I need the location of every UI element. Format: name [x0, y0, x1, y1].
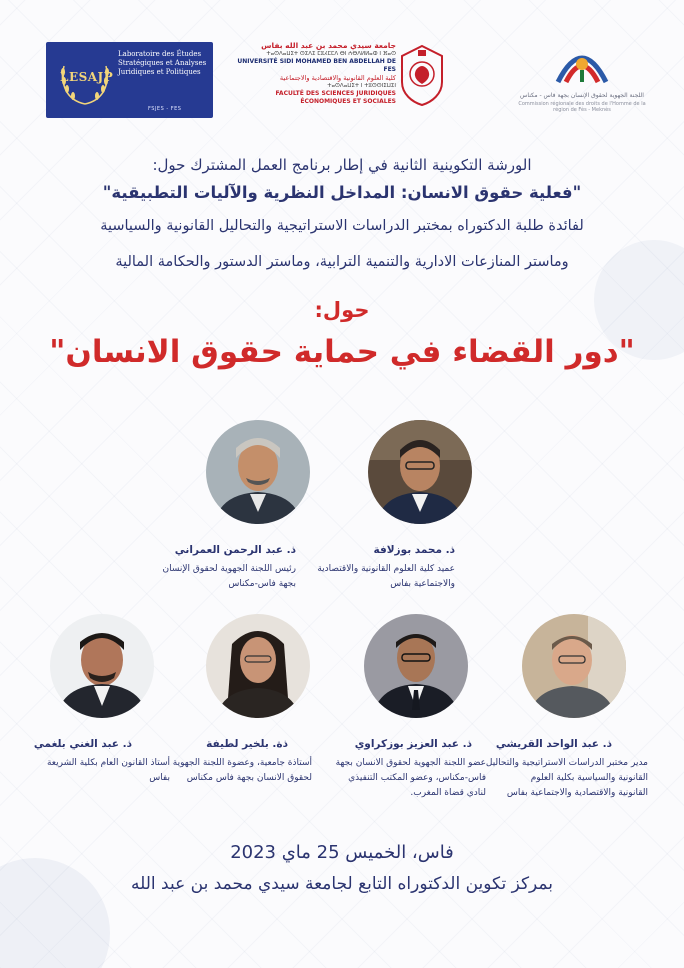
usmba-logo-text: جامعة سيدي محمد بن عبد الله بفاس ⵜⴰⵙⴷⴰⵡⵉⵜ ⵙⵉⴷⵉ ⵎⵓⵃⵎⵎⴷ ⴱⵏ ⵄⴱⴷⵍⵍⴰⵀ ⵏ ⴼⴰⵙ UNIVERSITÉ SIDI MOHAMED BEN ABDELLAH DE FES كلية العلوم القانونية والاقتصادية والاجتماعية ⵜⴰⵙⴷⴰⵡⵉⵜ ⵏ ⵜⵓⵙⵙⵏⵉⵡⵉⵏ FACULTÉ DES SCIENCES JURIDIQUES ÉCONOMIQUES ET SOCIALES	[237, 41, 396, 105]
main-title: "دور القضاء في حماية حقوق الانسان"	[49, 334, 635, 370]
lesajp-subtitle: FSJES - FES	[148, 106, 182, 112]
event-date: فاس، الخميس 25 ماي 2023	[230, 842, 454, 863]
speaker-description: رئيس اللجنة الجهوية لحقوق الإنسان بجهة فاس-مكناس	[162, 564, 296, 589]
speaker-description: مدير مختبر الدراسات الاستراتيجية والتحاليل القانونية والسياسية بكلية العلوم القانونية والاقتصادية والاجتماعية بفاس	[485, 758, 648, 798]
audience-line-2: وماستر المنازعات الادارية والتنمية الترابية، وماستر الدستور والحكامة المالية	[115, 254, 569, 270]
speaker-name: ذة. بلخير لطيفة	[206, 738, 288, 750]
speaker-photo	[206, 420, 310, 524]
usmba-logo	[237, 40, 454, 116]
speaker-description: أستاذ القانون العام بكلية الشريعة بفاس	[46, 758, 170, 783]
speaker-photo	[50, 614, 154, 718]
speaker-photo	[368, 420, 472, 524]
speaker-name: ذ. عبد العزيز بوزكراوي	[354, 738, 472, 750]
speaker-photo	[206, 614, 310, 718]
speaker-photo	[364, 614, 468, 718]
speaker-description: أستاذة جامعية، وعضوة اللجنة الجهوية لحقوق الانسان بجهة فاس مكناس	[172, 758, 312, 783]
program-title: "فعلية حقوق الانسان: المداخل النظرية والآليات التطبيقية"	[102, 183, 582, 202]
about-label: حول:	[314, 298, 370, 322]
audience-line-1: لفائدة طلبة الدكتوراه بمختبر الدراسات الاستراتيجية والتحاليل القانونية والسياسية	[100, 218, 584, 234]
lesajp-logo	[46, 42, 213, 118]
lesajp-name: Laboratoire des Études Stratégiques et Analyses Juridiques et Politiques	[118, 50, 207, 76]
speaker-name: ذ. محمد بوزلافة	[373, 544, 455, 556]
speaker-description: عميد كلية العلوم القانونية والاقتصادية والاجتماعية بفاس	[317, 564, 455, 589]
event-venue: بمركز تكوين الدكتوراه التابع لجامعة سيدي محمد بن عبد الله	[131, 874, 553, 894]
speaker-photo	[522, 614, 626, 718]
speaker-name: ذ. عبد الغني بلغمي	[33, 738, 132, 750]
speaker-description: عضو اللجنة الجهوية لحقوق الانسان بجهة فاس-مكناس، وعضو المكتب التنفيذي لنادي قضاة المغرب.	[335, 758, 486, 798]
cndh-name-arabic: اللجنة الجهوية لحقوق الإنسان بجهة فاس - مكناس	[520, 92, 644, 99]
workshop-intro: الورشة التكوينية الثانية في إطار برنامج العمل المشترك حول:	[152, 156, 532, 174]
cndh-logo	[518, 42, 646, 116]
cndh-emblem-icon	[554, 42, 610, 90]
speaker-name: ذ. عبد الرحمن العمراني	[174, 544, 296, 556]
lesajp-abbreviation: LESAJP	[60, 70, 114, 84]
university-emblem-icon	[396, 42, 448, 108]
speaker-name: ذ. عبد الواحد القريشي	[495, 738, 612, 750]
cndh-name-french: Commission régionale des droits de l'Homme de la région de Fès - Meknès	[518, 101, 646, 113]
